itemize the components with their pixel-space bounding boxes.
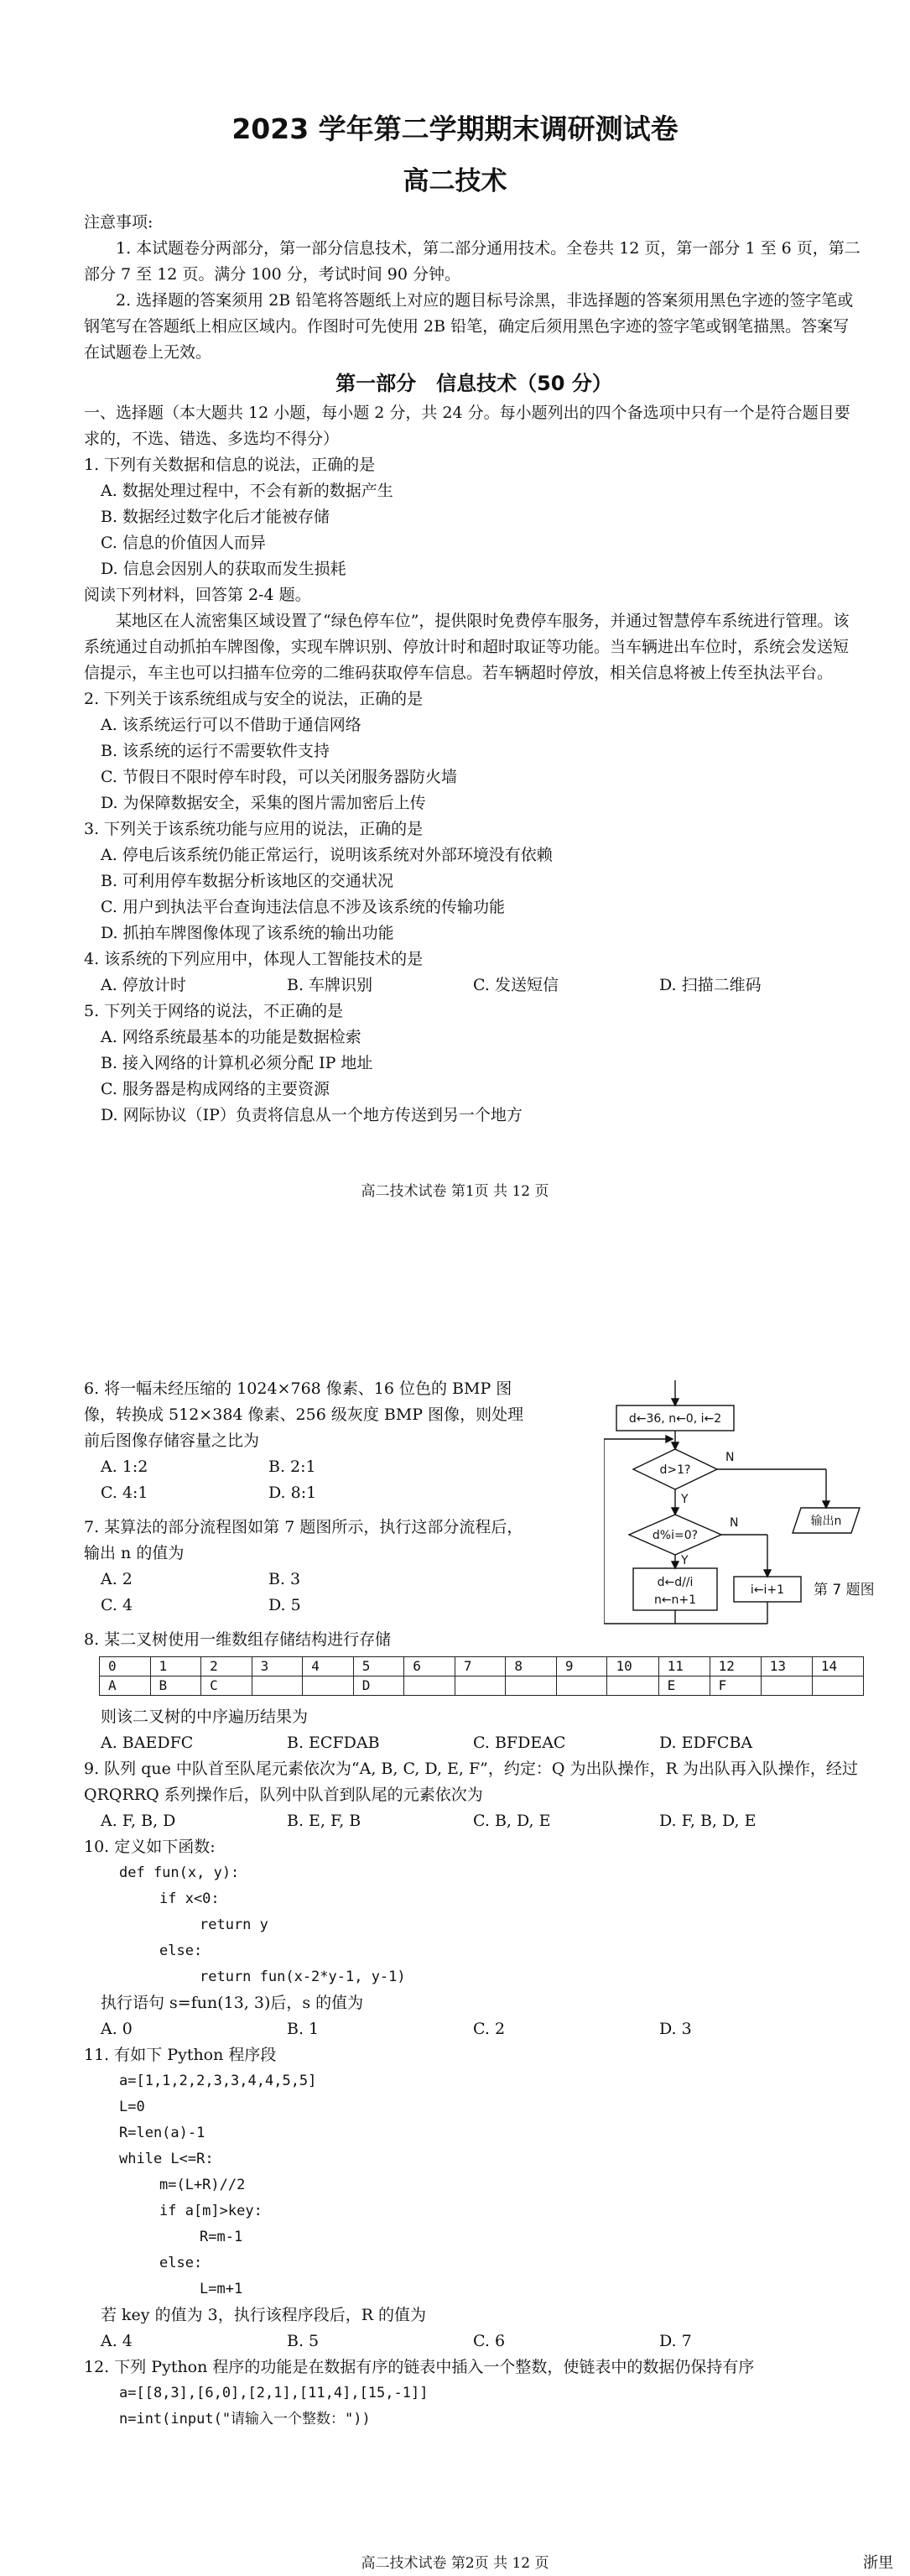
- array-index-cell: 11: [658, 1657, 710, 1676]
- question-stem: 9. 队列 que 中队首至队尾元素依次为“A, B, C, D, E, F”，约定：Q 为出队操作，R 为出队再入队操作，经过 QRQRRQ 系列操作后，队列中队首到队尾的元素依次为: [84, 1760, 858, 1804]
- question-follow: 执行语句 s=fun(13, 3)后，s 的值为: [101, 1994, 364, 2012]
- question-10: [84, 1834, 864, 2042]
- array-index-cell: 4: [303, 1657, 354, 1676]
- code-line: R=len(a)-1: [119, 2125, 205, 2141]
- flow-action-1a: d←d//i: [657, 1576, 694, 1589]
- code-line: n=int(input("请输入一个整数：")): [119, 2411, 371, 2427]
- array-index-cell: 7: [455, 1657, 506, 1676]
- code-line: if x<0:: [159, 1890, 220, 1907]
- question-stem: 3. 下列关于该系统功能与应用的说法，正确的是: [84, 820, 424, 838]
- option-a: A. 数据处理过程中，不会有新的数据产生: [101, 482, 393, 500]
- options-row: [84, 1593, 528, 1619]
- question-3: [84, 816, 864, 946]
- flow-label-no-2: N: [730, 1516, 739, 1530]
- question-stem: 2. 下列关于该系统组成与安全的说法，正确的是: [84, 690, 424, 708]
- question-4: [84, 946, 864, 999]
- option-a: A. 2: [101, 1570, 133, 1588]
- option-b: B. 接入网络的计算机必须分配 IP 地址: [101, 1054, 373, 1072]
- question-stem: 6. 将一幅未经压缩的 1024×768 像素、16 位色的 BMP 图像，转换成 512×384 像素、256 级灰度 BMP 图像，则处理前后图像存储容量之比为: [84, 1379, 524, 1450]
- option-d: D. 为保障数据安全，采集的图片需加密后上传: [101, 794, 426, 812]
- question-2: [84, 686, 864, 816]
- array-index-cell: 10: [607, 1657, 658, 1676]
- option-a: A. 1:2: [101, 1457, 148, 1476]
- option-b: B. 可利用停车数据分析该地区的交通状况: [101, 872, 394, 890]
- code-line: if a[m]>key:: [159, 2203, 263, 2219]
- option-a: A. 4: [101, 2332, 133, 2350]
- option-a: A. 停电后该系统仍能正常运行，说明该系统对外部环境没有依赖: [101, 846, 553, 864]
- array-value-cell: E: [658, 1676, 710, 1696]
- array-value-cell: [303, 1676, 354, 1696]
- question-stem: 7. 某算法的部分流程图如第 7 题图所示，执行这部分流程后，输出 n 的值为: [84, 1518, 523, 1562]
- code-line: else:: [159, 2255, 203, 2271]
- array-index-cell: 2: [201, 1657, 252, 1676]
- question-1: [84, 452, 864, 582]
- option-a: A. BAEDFC: [101, 1734, 194, 1752]
- question-stem: 5. 下列关于网络的说法，不正确的是: [84, 1002, 344, 1020]
- array-value-cell: [252, 1676, 303, 1696]
- notice-heading: 注意事项:: [84, 213, 153, 232]
- question-7: [84, 1515, 528, 1619]
- code-line: a=[[8,3],[6,0],[2,1],[11,4],[15,-1]]: [119, 2385, 429, 2401]
- section-intro: 一、选择题（本大题共 12 小题，每小题 2 分，共 24 分。每小题列出的四个备选项中只有一个是符合题目要求的，不选、错选、多选均不得分）: [84, 404, 850, 448]
- options-row: [84, 1730, 864, 1756]
- option-b: B. E, F, B: [287, 1812, 361, 1830]
- option-b: B. 2:1: [268, 1457, 316, 1476]
- code-line: L=m+1: [200, 2281, 243, 2297]
- array-value-cell: C: [201, 1676, 252, 1696]
- flow-init: d←36, n←0, i←2: [628, 1412, 722, 1426]
- question-stem: 12. 下列 Python 程序的功能是在数据有序的链表中插入一个整数，使链表中的数据仍保持有序: [84, 2358, 755, 2376]
- array-value-cell: D: [353, 1676, 404, 1696]
- question-11: [84, 2042, 864, 2354]
- option-b: B. 数据经过数字化后才能被存储: [101, 508, 330, 526]
- array-value-cell: A: [100, 1676, 151, 1696]
- array-index-cell: 6: [404, 1657, 455, 1676]
- code-line: while L<=R:: [119, 2151, 214, 2167]
- option-c: C. B, D, E: [473, 1812, 551, 1830]
- question-stem: 8. 某二叉树使用一维数组存储结构进行存储: [84, 1630, 392, 1649]
- option-a: A. 0: [101, 2020, 133, 2038]
- array-index-cell: 13: [761, 1657, 812, 1676]
- option-d: D. 信息会因别人的获取而发生损耗: [101, 560, 346, 578]
- flow-action-2: i←i+1: [750, 1583, 785, 1597]
- option-c: C. 2: [473, 2020, 506, 2038]
- option-c: C. 服务器是构成网络的主要资源: [101, 1080, 330, 1098]
- code-line: m=(L+R)//2: [159, 2177, 246, 2193]
- option-d: D. 5: [268, 1596, 301, 1614]
- option-b: B. 3: [268, 1570, 301, 1588]
- reading-material: 某地区在人流密集区域设置了“绿色停车位”，提供限时免费停车服务，并通过智慧停车系统进行管理。该系统通过自动抓拍车牌图像，实现车牌识别、停放计时和超时取证等功能。当车辆进出车位时，系统会发送短信提示，车主也可以扫描车位旁的二维码获取停车信息。若车辆超时停放，相关信息将被上传至执法平台。: [84, 612, 850, 682]
- option-c: C. 4:1: [101, 1484, 148, 1502]
- options-row: [84, 2328, 864, 2354]
- options-row: [84, 1808, 864, 1834]
- question-stem: 1. 下列有关数据和信息的说法，正确的是: [84, 456, 376, 474]
- array-value-cell: F: [710, 1676, 761, 1696]
- option-b: B. ECFDAB: [287, 1734, 380, 1752]
- flow-caption: 第 7 题图: [814, 1582, 875, 1598]
- array-index-cell: 14: [812, 1657, 863, 1676]
- option-d: D. 7: [659, 2332, 692, 2350]
- exam-title: 2023 学年第二学期期末调研测试卷: [231, 112, 679, 145]
- option-b: B. 该系统的运行不需要软件支持: [101, 742, 330, 760]
- page-2: [0, 1343, 910, 2576]
- option-c: C. BFDEAC: [473, 1734, 566, 1752]
- question-9: [84, 1756, 864, 1834]
- code-line: a=[1,1,2,2,3,3,4,4,5,5]: [119, 2073, 317, 2089]
- options-row: [84, 2016, 864, 2042]
- page-footer: 高二技术试卷 第1页 共 12 页: [361, 1183, 549, 1200]
- array-index-cell: 5: [353, 1657, 404, 1676]
- question-6: [84, 1376, 528, 1506]
- array-table: [99, 1656, 864, 1696]
- option-d: D. 网际协议（IP）负责将信息从一个地方传送到另一个地方: [101, 1106, 523, 1124]
- array-value-cell: [506, 1676, 557, 1696]
- option-d: D. 3: [659, 2020, 692, 2038]
- array-value-cell: [812, 1676, 863, 1696]
- option-d: D. 扫描二维码: [659, 976, 762, 994]
- options-row: [84, 1480, 528, 1506]
- option-c: C. 用户到执法平台查询违法信息不涉及该系统的传输功能: [101, 898, 505, 916]
- array-value-row: [100, 1676, 864, 1696]
- corner-watermark-text: 浙里: [863, 2554, 893, 2572]
- question-stem: 10. 定义如下函数:: [84, 1838, 216, 1856]
- flow-label-yes-1: Y: [681, 1493, 689, 1506]
- option-d: D. 8:1: [268, 1484, 317, 1502]
- array-index-cell: 1: [150, 1657, 201, 1676]
- array-index-cell: 9: [556, 1657, 607, 1676]
- question-follow: 若 key 的值为 3，执行该程序段后，R 的值为: [101, 2306, 427, 2324]
- array-value-cell: [455, 1676, 506, 1696]
- code-line: return y: [200, 1916, 268, 1933]
- code-line: L=0: [119, 2099, 145, 2115]
- option-a: A. 停放计时: [101, 976, 186, 994]
- array-index-cell: 12: [710, 1657, 761, 1676]
- flow-label-yes-2: Y: [681, 1554, 689, 1567]
- page-footer: 高二技术试卷 第2页 共 12 页: [361, 2555, 549, 2572]
- option-a: A. F, B, D: [101, 1812, 176, 1830]
- page-1-content: [84, 210, 864, 1129]
- option-d: D. 抓拍车牌图像体现了该系统的输出功能: [101, 924, 394, 942]
- array-index-row: [100, 1657, 864, 1676]
- option-c: C. 发送短信: [473, 976, 559, 994]
- question-follow: 则该二叉树的中序遍历结果为: [101, 1708, 309, 1726]
- option-d: D. EDFCBA: [659, 1734, 753, 1752]
- array-value-cell: [607, 1676, 658, 1696]
- option-c: C. 4: [101, 1596, 133, 1614]
- option-b: B. 车牌识别: [287, 976, 373, 994]
- array-index-cell: 0: [100, 1657, 151, 1676]
- page-1: [0, 0, 910, 1242]
- array-value-cell: [556, 1676, 607, 1696]
- notice-item-1: 1. 本试题卷分两部分，第一部分信息技术，第二部分通用技术。全卷共 12 页，第一部分 1 至 6 页，第二部分 7 至 12 页。满分 100 分，考试时间 90 分钟。: [84, 239, 861, 284]
- question-5: [84, 999, 864, 1129]
- code-line: R=m-1: [200, 2229, 243, 2245]
- question-stem: 4. 该系统的下列应用中，体现人工智能技术的是: [84, 950, 424, 968]
- array-value-cell: [761, 1676, 812, 1696]
- flowchart: [604, 1380, 910, 1657]
- option-c: C. 6: [473, 2332, 506, 2350]
- reading-intro: 阅读下列材料，回答第 2-4 题。: [84, 586, 311, 604]
- options-row: [84, 1454, 528, 1480]
- page-2-content: [84, 1376, 875, 2433]
- flow-output: 输出n: [810, 1515, 842, 1528]
- question-stem: 11. 有如下 Python 程序段: [84, 2046, 277, 2064]
- exam-subtitle: 高二技术: [403, 166, 507, 196]
- option-c: C. 信息的价值因人而异: [101, 534, 266, 552]
- option-a: A. 网络系统最基本的功能是数据检索: [101, 1028, 361, 1046]
- part-title: 第一部分 信息技术（50 分）: [335, 372, 612, 395]
- array-index-cell: 8: [506, 1657, 557, 1676]
- option-a: A. 该系统运行可以不借助于通信网络: [101, 716, 361, 734]
- flow-label-no-1: N: [725, 1451, 735, 1464]
- array-value-cell: [404, 1676, 455, 1696]
- notice-item-2: 2. 选择题的答案须用 2B 铅笔将答题纸上对应的题目标号涂黑，非选择题的答案须用黑色字迹的签字笔或钢笔写在答题纸上相应区域内。作图时可先使用 2B 铅笔，确定后须用黑色字迹的签字笔或钢笔描黑。答案写在试题卷上无效。: [84, 291, 854, 362]
- option-b: B. 5: [287, 2332, 320, 2350]
- option-b: B. 1: [287, 2020, 320, 2038]
- code-line: def fun(x, y):: [119, 1864, 240, 1881]
- array-index-cell: 3: [252, 1657, 303, 1676]
- code-line: return fun(x-2*y-1, y-1): [200, 1969, 406, 1985]
- options-row: [84, 1567, 528, 1593]
- code-line: else:: [159, 1942, 203, 1959]
- flow-action-1b: n←n+1: [653, 1593, 697, 1607]
- option-c: C. 节假日不限时停车时段，可以关闭服务器防火墙: [101, 768, 457, 786]
- option-d: D. F, B, D, E: [659, 1812, 757, 1830]
- options-row: [84, 973, 864, 999]
- flow-cond-1: d>1?: [659, 1463, 691, 1477]
- array-value-cell: B: [150, 1676, 201, 1696]
- flow-cond-2: d%i=0?: [652, 1529, 699, 1542]
- question-12: [84, 2354, 864, 2433]
